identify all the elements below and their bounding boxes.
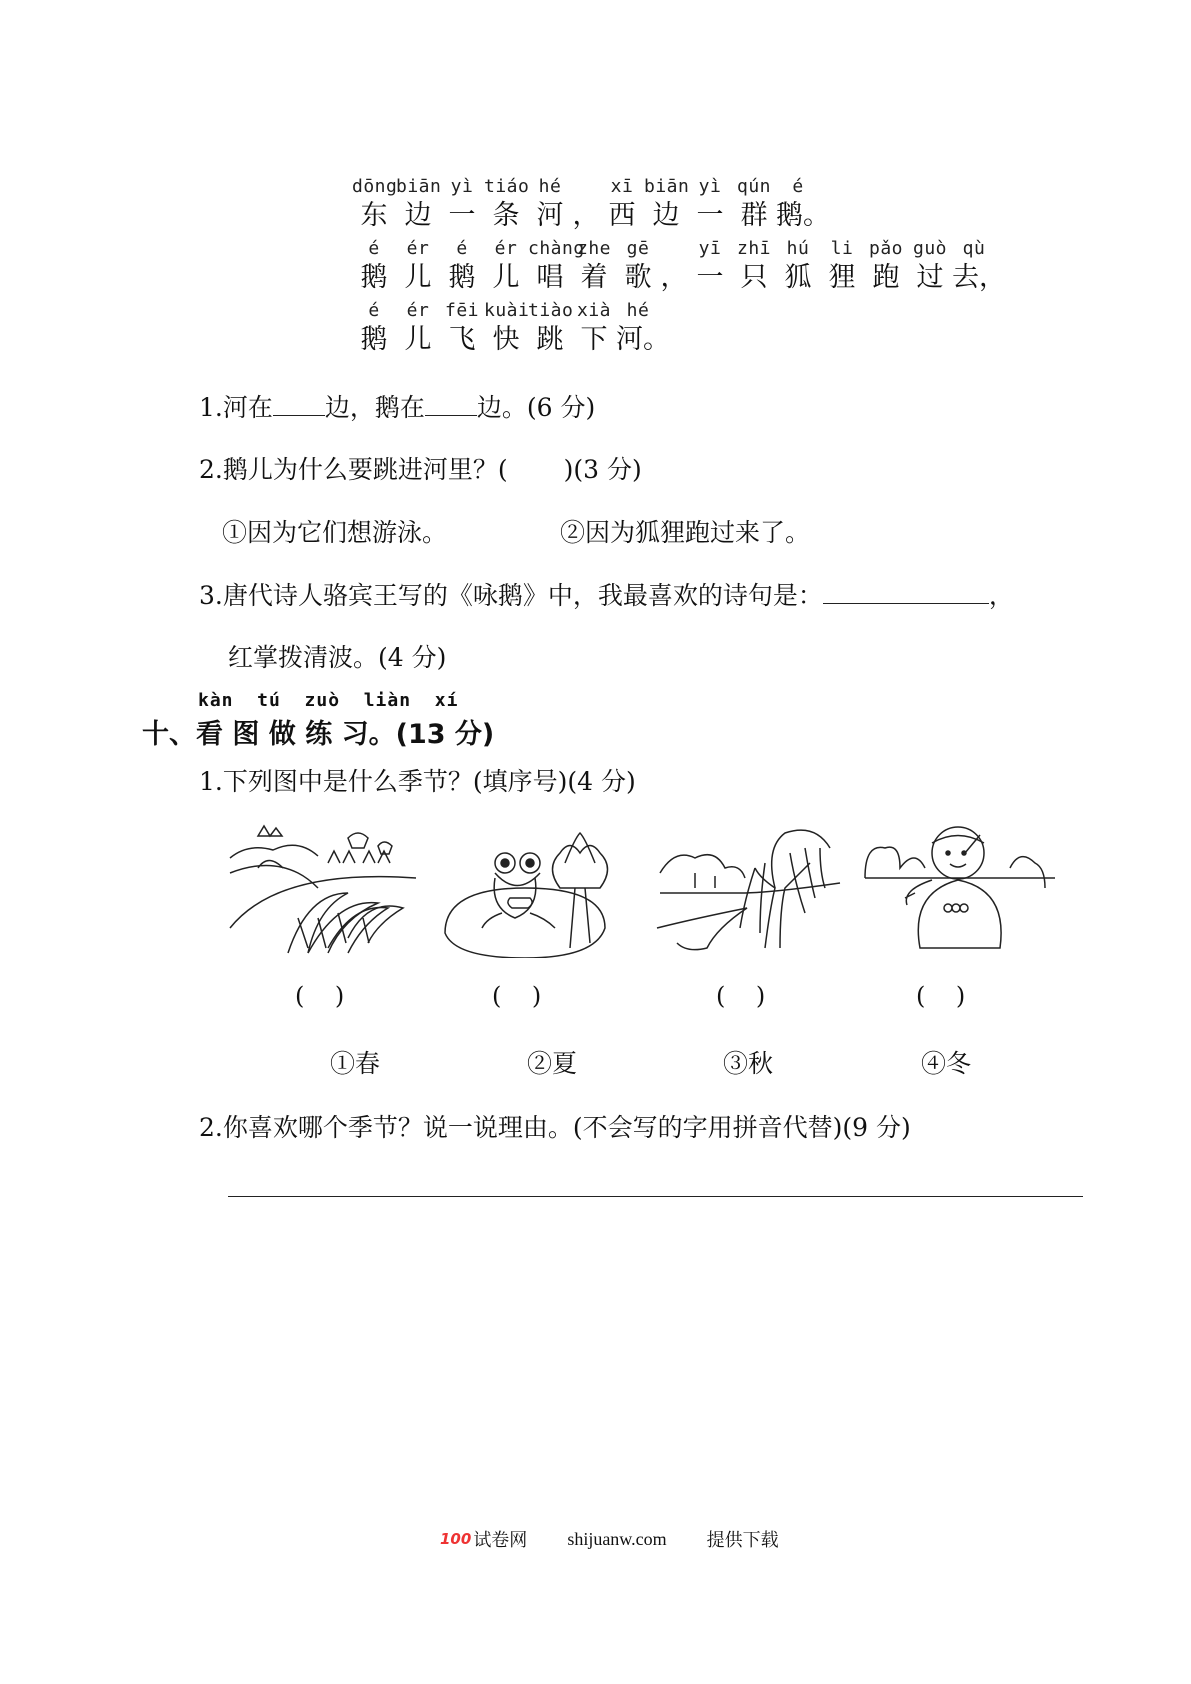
autumn-field-icon: [228, 818, 418, 958]
poem-character: 鹅。: [776, 200, 830, 231]
poem-character: 西: [608, 200, 636, 231]
poem-pinyin: é: [368, 300, 380, 321]
question-2-option-b: ②因为狐狸跑过来了。: [560, 518, 811, 547]
poem-pinyin: qún: [736, 176, 771, 197]
section-title-pinyin: kàn tú zuò liàn xí: [198, 690, 459, 711]
poem-character: 条: [492, 200, 520, 231]
poem-character: 群: [740, 200, 768, 231]
answer-blank[interactable]: [425, 391, 477, 416]
poem-character: 鹅: [360, 324, 388, 355]
season-option-summer: ②夏: [527, 1049, 578, 1078]
answer-writing-line[interactable]: [228, 1196, 1083, 1197]
poem-pinyin: [660, 238, 688, 260]
poem-character: 歌: [624, 262, 652, 293]
answer-paren-3[interactable]: ( ): [716, 982, 766, 1010]
poem-character: 去，: [952, 262, 1006, 293]
question-2-option-a: ①因为它们想游泳。: [222, 518, 448, 547]
question-2: 2.鹅儿为什么要跳进河里？( )(3 分): [199, 455, 642, 484]
poem-pinyin: tiào: [528, 300, 574, 321]
poem-pinyin: [572, 176, 600, 198]
question-3: 3.唐代诗人骆宾王写的《咏鹅》中，我最喜欢的诗句是： ，: [199, 581, 1014, 610]
season-option-autumn: ③秋: [723, 1049, 774, 1078]
poem-character: 狐: [784, 262, 812, 293]
answer-paren-4[interactable]: ( ): [916, 982, 966, 1010]
answer-paren-2[interactable]: ( ): [492, 982, 542, 1010]
snowman-icon: [860, 818, 1055, 958]
poem-pinyin: hé: [538, 176, 562, 197]
poem-character: 儿: [404, 324, 432, 355]
footer-site[interactable]: shijuanw.com: [567, 1528, 667, 1549]
poem-pinyin: ér: [406, 300, 430, 321]
poem-character: 儿: [492, 262, 520, 293]
footer-note: 提供下载: [706, 1530, 779, 1550]
poem-pinyin: zhī: [736, 238, 771, 259]
poem-pinyin: gē: [626, 238, 650, 259]
poem-pinyin: pǎo: [868, 238, 903, 259]
poem-character: 儿: [404, 262, 432, 293]
question-3-line2: 红掌拨清波。(4 分): [228, 643, 447, 672]
poem-character: 只: [740, 262, 768, 293]
poem-pinyin: biān: [396, 176, 442, 197]
poem-character: 下: [580, 324, 608, 355]
poem-pinyin: yì: [698, 176, 722, 197]
poem-pinyin: hú: [786, 238, 810, 259]
poem-pinyin: zhe: [576, 238, 611, 259]
poem-pinyin: ér: [494, 238, 518, 259]
answer-blank[interactable]: [823, 579, 989, 604]
poem-pinyin: fēi: [444, 300, 479, 321]
poem-pinyin: biān: [644, 176, 690, 197]
poem-character: 一: [696, 262, 724, 293]
poem-character: 鹅: [448, 262, 476, 293]
poem-character: 飞: [448, 324, 476, 355]
poem-character: 一: [448, 200, 476, 231]
poem-character: 唱: [536, 262, 564, 293]
poem-character: 快: [492, 324, 520, 355]
poem-line-1: [352, 176, 830, 234]
poem-pinyin: li: [830, 238, 854, 259]
answer-paren-1[interactable]: ( ): [295, 982, 345, 1010]
answer-blank[interactable]: [273, 391, 325, 416]
poem-pinyin: hé: [626, 300, 650, 321]
poem-pinyin: guò: [912, 238, 947, 259]
poem-character: 河。: [616, 324, 670, 355]
poem-pinyin: tiáo: [484, 176, 530, 197]
section10-question-2: 2.你喜欢哪个季节？说一说理由。(不会写的字用拼音代替)(9 分): [199, 1113, 911, 1142]
poem-pinyin: é: [792, 176, 804, 197]
poem-character: ，: [572, 200, 600, 231]
poem-pinyin: é: [368, 238, 380, 259]
season-option-winter: ④冬: [921, 1049, 972, 1078]
poem-character: 河: [536, 200, 564, 231]
season-option-spring: ①春: [330, 1049, 381, 1078]
poem-character: 东: [360, 200, 388, 231]
poem-character: 边: [652, 200, 680, 231]
poem-character: 一: [696, 200, 724, 231]
willow-tree-icon: [655, 818, 850, 958]
footer: [440, 1526, 779, 1552]
poem-character: 鹅: [360, 262, 388, 293]
poem-character: 着: [580, 262, 608, 293]
poem-character: 跑: [872, 262, 900, 293]
poem-pinyin: dōng: [352, 176, 398, 197]
poem-pinyin: xī: [610, 176, 634, 197]
poem-pinyin: qù: [962, 238, 986, 259]
section10-question-1: 1.下列图中是什么季节？(填序号)(4 分): [199, 767, 636, 796]
poem-line-3: [352, 300, 670, 358]
poem-pinyin: chàng: [528, 238, 585, 259]
frog-lotus-icon: [440, 818, 620, 958]
site-logo: 100: [440, 1530, 472, 1548]
poem-character: 过: [916, 262, 944, 293]
poem-character: 跳: [536, 324, 564, 355]
poem-pinyin: yī: [698, 238, 722, 259]
section-title: 十、看 图 做 练 习。(13 分): [142, 719, 495, 750]
question-1: 1.河在 边，鹅在 边。(6 分): [199, 393, 596, 422]
poem-pinyin: é: [456, 238, 468, 259]
poem-line-2: [352, 238, 1006, 296]
poem-character: 狸: [828, 262, 856, 293]
footer-brand: 试卷网: [473, 1530, 528, 1550]
poem-character: ，: [660, 262, 688, 293]
poem-pinyin: kuài: [484, 300, 530, 321]
poem-character: 边: [404, 200, 432, 231]
poem-pinyin: xià: [576, 300, 611, 321]
poem-pinyin: yì: [450, 176, 474, 197]
poem-pinyin: ér: [406, 238, 430, 259]
